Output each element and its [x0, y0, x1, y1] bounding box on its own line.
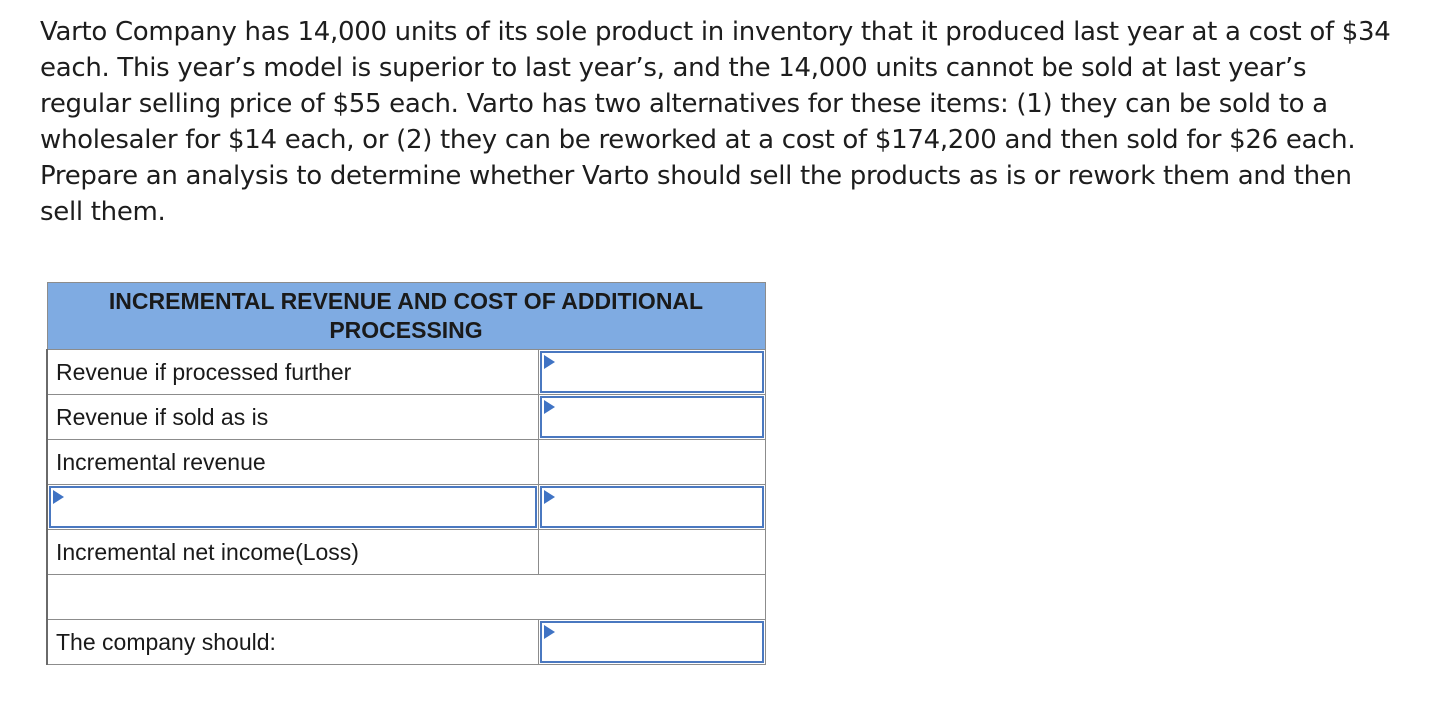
revenue-sold-as-is-input[interactable] [540, 396, 764, 438]
cost-item-label-input[interactable] [49, 486, 537, 528]
revenue-sold-as-is-value [542, 398, 762, 436]
cost-item-label-cell[interactable] [47, 485, 538, 530]
incremental-revenue-value-cell [538, 440, 765, 485]
row-label-incremental-revenue: Incremental revenue [47, 440, 538, 485]
dropdown-flag-icon [544, 355, 555, 369]
row-label-revenue-sold-as-is: Revenue if sold as is [47, 395, 538, 440]
blank-row [47, 575, 765, 620]
incremental-net-income-value [539, 530, 765, 574]
dropdown-flag-icon [544, 625, 555, 639]
table-title: INCREMENTAL REVENUE AND COST OF ADDITIONAL PROCESSING [47, 283, 765, 350]
row-label-incremental-net-income: Incremental net income(Loss) [47, 530, 538, 575]
incremental-net-income-value-cell [538, 530, 765, 575]
dropdown-flag-icon [544, 490, 555, 504]
cost-item-value-input[interactable] [540, 486, 764, 528]
incremental-analysis-table [46, 282, 766, 665]
table-row [47, 620, 765, 665]
revenue-processed-further-input[interactable] [540, 351, 764, 393]
table-header-row [47, 283, 765, 350]
table-row [47, 575, 765, 620]
cost-item-label-value [51, 488, 535, 526]
revenue-processed-further-value [542, 353, 762, 391]
row-label-company-should: The company should: [47, 620, 538, 665]
table-row [47, 530, 765, 575]
table-row [47, 485, 765, 530]
company-should-dropdown[interactable] [540, 621, 764, 663]
incremental-revenue-value [539, 440, 765, 484]
problem-statement: Varto Company has 14,000 units of its sole product in inventory that it produced last year at a cost of $34 each. This year’s model is superior to last year’s, and the 14,000 units cannot be sold at last year’s regular selling price of $55 each. Varto has two alternatives for these items: (1) they can be sold to a wholesaler for $14 each, or (2) they can be reworked at a cost of $174,200 and then sold for $26 each. Prepare an analysis to determine whether Varto should sell the products as is or rework them and then sell them. [40, 17, 1391, 227]
table-row [47, 350, 765, 395]
row-label-revenue-processed-further: Revenue if processed further [47, 350, 538, 395]
company-should-value [542, 623, 762, 661]
table-row [47, 395, 765, 440]
cost-item-value [542, 488, 762, 526]
company-should-value-cell[interactable] [538, 620, 765, 665]
dropdown-flag-icon [53, 490, 64, 504]
cost-item-value-cell[interactable] [538, 485, 765, 530]
revenue-processed-further-value-cell[interactable] [538, 350, 765, 395]
dropdown-flag-icon [544, 400, 555, 414]
revenue-sold-as-is-value-cell[interactable] [538, 395, 765, 440]
table-row [47, 440, 765, 485]
